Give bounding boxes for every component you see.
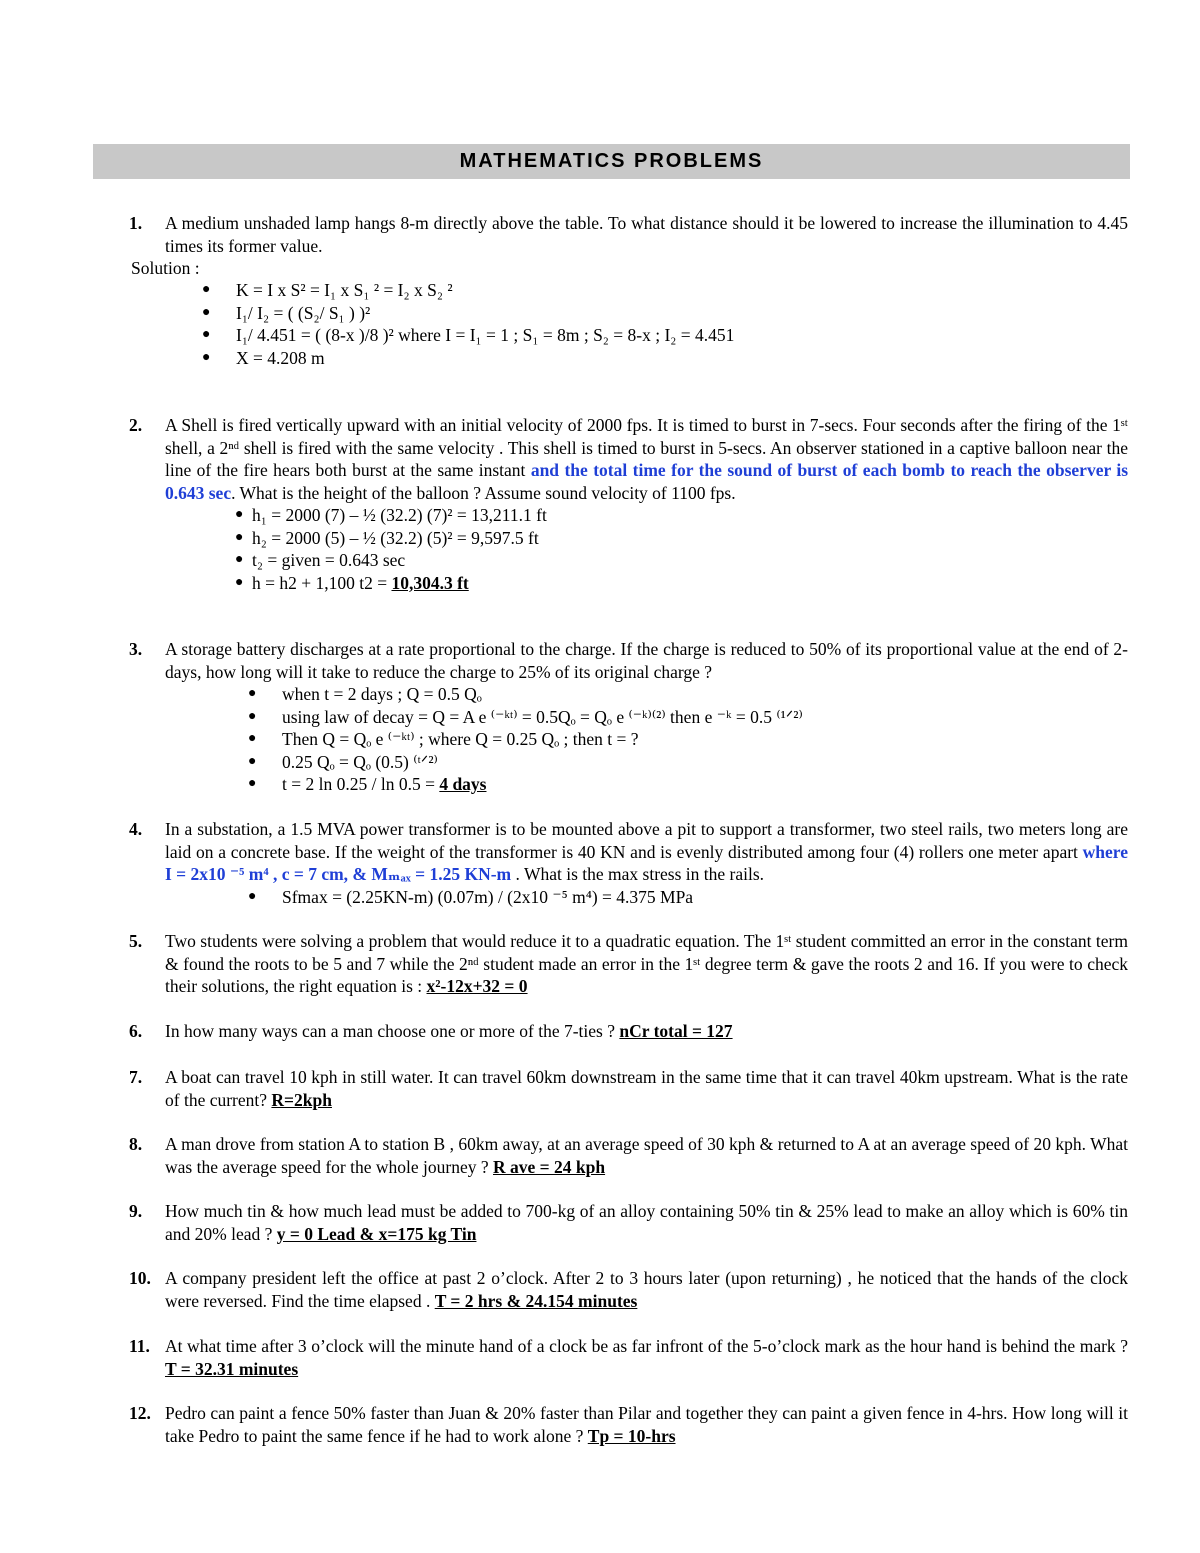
- solution-step: ● when t = 2 days ; Q = 0.5 Qₒ: [248, 684, 482, 704]
- problem-text: Two students were solving a problem that would reduce it to a quadratic equation. The 1ˢᵗ student committed an error in the constant term & found the roots to be 5 and 7 while the 2ⁿᵈ student made an error in the 1ˢᵗ degree term & gave the roots 2 and 16. If you were to check their solutions, the right equation is : x²-12x+32 = 0: [165, 931, 1128, 996]
- solution-step: ● X = 4.208 m: [202, 347, 325, 368]
- answer: T = 2 hrs & 24.154 minutes: [434, 1290, 638, 1311]
- problem-text: At what time after 3 o’clock will the minute hand of a clock be as far infront of the 5-o’clock mark as the hour hand is behind the mark ? T = 32.31 minutes: [165, 1336, 1128, 1379]
- solution-step: ● 0.25 Qₒ = Qₒ (0.5) ⁽ᵗᐟ²⁾: [248, 751, 438, 772]
- problem-text: In a substation, a 1.5 MVA power transformer is to be mounted above a pit to support a transformer, two steel rails, two meters long are laid on a concrete base. If the weight of the transformer is 40 KN and is evenly distributed among four (4) rollers one meter apart where I = 2x10 ⁻⁵ m⁴ , c = 7 cm, & Mₘₐₓ = 1.25 KN-m . What is the max stress in the rails.: [165, 819, 1128, 884]
- answer: R=2kph: [271, 1089, 332, 1110]
- answer: y = 0 Lead & x=175 kg Tin: [276, 1223, 477, 1244]
- problem-11: [0, 1335, 1200, 1380]
- problem-text: A company president left the office at past 2 o’clock. After 2 to 3 hours later (upon returning) , he noticed that the hands of the clock were reversed. Find the time elapsed . T = 2 hrs & 24.154 minutes: [165, 1268, 1128, 1311]
- solution-step: ● I₁/ I₂ = ( (S₂/ S₁ ) )²: [202, 302, 371, 323]
- problem-4: [0, 818, 1200, 908]
- problem-number: 9.: [129, 1201, 143, 1221]
- given-highlight: and the total time for the sound of burst of each bomb to reach the observer is 0.643 sec: [165, 460, 1129, 503]
- answer: nCr total = 127: [619, 1021, 733, 1041]
- problem-12: [0, 1402, 1200, 1447]
- solution-label: Solution :: [131, 258, 200, 278]
- problem-10: [0, 1267, 1200, 1312]
- problem-text: A man drove from station A to station B , 60km away, at an average speed of 30 kph & returned to A at an average speed of 20 kph. What was the average speed for the whole journey ? R ave = 24 kph: [165, 1134, 1128, 1177]
- problem-number: 11.: [129, 1336, 150, 1356]
- solution-step: ● using law of decay = Q = A e ⁽⁻ᵏᵗ⁾ = 0.5Qₒ = Qₒ e ⁽⁻ᵏ⁾⁽²⁾ then e ⁻ᵏ = 0.5 ⁽¹ᐟ²⁾: [248, 706, 803, 727]
- solution-steps: [248, 683, 1200, 796]
- given-highlight: where I = 2x10 ⁻⁵ m⁴ , c = 7 cm, & Mₘₐₓ = 1.25 KN-m: [165, 841, 1128, 884]
- problem-number: 10.: [129, 1268, 151, 1288]
- solution-step: ● h₁ = 2000 (7) – ½ (32.2) (7)² = 13,211.1 ft: [235, 505, 547, 525]
- problem-number: 7.: [129, 1067, 143, 1087]
- problem-text: How much tin & how much lead must be added to 700-kg of an alloy containing 50% tin & 25% lead to make an alloy which is 60% tin and 20% lead ? y = 0 Lead & x=175 kg Tin: [165, 1201, 1128, 1244]
- solution-step: ● t₂ = given = 0.643 sec: [235, 550, 406, 570]
- answer: 4 days: [439, 774, 487, 794]
- problem-6: [0, 1020, 1200, 1043]
- problem-text: A medium unshaded lamp hangs 8-m directly above the table. To what distance should it be lowered to increase the illumination to 4.45 times its former value.: [165, 213, 1128, 256]
- problem-number: 6.: [129, 1021, 143, 1041]
- problem-2: [0, 414, 1200, 594]
- solution-steps: [235, 504, 1200, 594]
- solution-steps: [248, 886, 1200, 909]
- problem-9: [0, 1200, 1200, 1245]
- solution-steps: [202, 279, 1200, 369]
- page-title: MATHEMATICS PROBLEMS: [93, 144, 1130, 179]
- problem-number: 12.: [129, 1403, 151, 1423]
- problem-number: 3.: [129, 639, 143, 659]
- solution-step: ● t = 2 ln 0.25 / ln 0.5 = 4 days: [248, 774, 487, 794]
- solution-step: ● h₂ = 2000 (5) – ½ (32.2) (5)² = 9,597.5 ft: [235, 527, 539, 548]
- problem-text: A boat can travel 10 kph in still water. It can travel 60km downstream in the same time that it can travel 40km upstream. What is the rate of the current? R=2kph: [165, 1067, 1128, 1110]
- answer: Tp = 10-hrs: [587, 1425, 676, 1446]
- problem-text: A storage battery discharges at a rate proportional to the charge. If the charge is reduced to 50% of its proportional value at the end of 2-days, how long will it take to reduce the charge to 25% of its original charge ?: [165, 639, 1128, 682]
- solution-step: ● Sfmax = (2.25KN-m) (0.07m) / (2x10 ⁻⁵ m⁴) = 4.375 MPa: [248, 886, 694, 907]
- solution-step: ● h = h2 + 1,100 t2 = 10,304.3 ft: [235, 572, 469, 593]
- problem-8: [0, 1133, 1200, 1178]
- problem-1: [0, 212, 1200, 369]
- problem-3: [0, 638, 1200, 796]
- problem-text: A Shell is fired vertically upward with an initial velocity of 2000 fps. It is timed to burst in 7-secs. Four seconds after the firing of the 1ˢᵗ shell, a 2ⁿᵈ shell is fired with the same velocity . This shell is timed to burst in 5-secs. An observer stationed in a captive balloon near the line of the fire hears both burst at the same instant and the total time for the sound of burst of each bomb to reach the observer is 0.643 sec. What is the height of the balloon ? Assume sound velocity of 1100 fps.: [165, 415, 1129, 503]
- problem-number: 2.: [129, 415, 143, 435]
- answer: R ave = 24 kph: [493, 1156, 606, 1177]
- problem-number: 1.: [129, 213, 143, 233]
- problem-number: 5.: [129, 931, 143, 951]
- answer: x²-12x+32 = 0: [426, 976, 528, 996]
- solution-step: ● K = I x S² = I₁ x S₁ ² = I₂ x S₂ ²: [202, 280, 453, 300]
- answer: T = 32.31 minutes: [165, 1358, 299, 1379]
- solution-step: ● Then Q = Qₒ e ⁽⁻ᵏᵗ⁾ ; where Q = 0.25 Qₒ ; then t = ?: [248, 729, 639, 749]
- problem-text: In how many ways can a man choose one or more of the 7-ties ? nCr total = 127: [165, 1021, 733, 1041]
- problem-number: 8.: [129, 1134, 143, 1154]
- problem-7: [0, 1066, 1200, 1111]
- problem-5: [0, 930, 1200, 998]
- problem-text: Pedro can paint a fence 50% faster than Juan & 20% faster than Pilar and together they can paint a given fence in 4-hrs. How long will it take Pedro to paint the same fence if he had to work alone ? Tp = 10-hrs: [165, 1403, 1128, 1446]
- solution-step: ● I₁/ 4.451 = ( (8-x )/8 )² where I = I₁ = 1 ; S₁ = 8m ; S₂ = 8-x ; I₂ = 4.451: [202, 325, 735, 345]
- answer: 10,304.3 ft: [391, 572, 469, 593]
- problem-number: 4.: [129, 819, 143, 839]
